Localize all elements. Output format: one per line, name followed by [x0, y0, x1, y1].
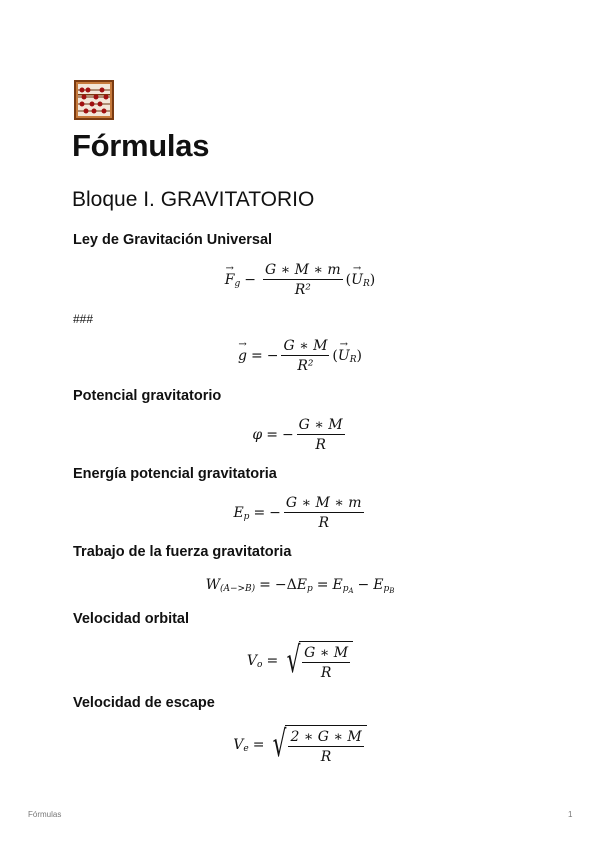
formula-denominator: R	[320, 664, 332, 681]
footer-title: Fórmulas	[28, 810, 62, 819]
section-heading-gravitation-law: Ley de Gravitación Universal	[73, 232, 273, 248]
formula-denominator: R²	[294, 282, 311, 298]
formula-denominator: R	[320, 748, 332, 765]
formula-numerator: G ∗ M	[304, 644, 349, 661]
formula-denominator: R²	[297, 358, 314, 374]
formula-denominator: R	[318, 515, 329, 531]
formula-gravitational-force: → F g − $\frac{G ∗ M ∗ m}{\text{R²}}$ ( → U R )	[0, 262, 600, 298]
formula-gravitational-work: W (A−>B) = −Δ E p = E $p_A$ − E $p_B$	[205, 577, 395, 595]
formula-numerator: 2 ∗ G ∗ M	[290, 728, 362, 745]
section-heading-escape-velocity: Velocidad de escape	[73, 695, 215, 711]
formula-orbital-velocity: V o = √ $\frac{G ∗ M}{R}$	[0, 641, 600, 681]
formula-gravitational-potential: φ = − $\frac{G ∗ M}{R}$	[252, 417, 343, 453]
formula-escape-velocity: V e = √ $\frac{2 ∗ G ∗ M}{R}$	[0, 725, 600, 765]
formula-potential-energy: E p = − $\frac{G ∗ M ∗ m}{R}$	[233, 495, 362, 531]
formula-denominator: R	[315, 437, 326, 453]
formula-numerator: G ∗ M	[283, 338, 328, 354]
section-heading-potential-energy: Energía potencial gravitatoria	[73, 466, 277, 482]
section-heading-gravitational-work: Trabajo de la fuerza gravitatoria	[73, 544, 292, 560]
placeholder-heading: ###	[73, 312, 94, 326]
block-heading: Bloque I. GRAVITATORIO	[72, 188, 315, 211]
page-number: 1	[568, 810, 573, 819]
page-title: Fórmulas	[72, 128, 210, 163]
formula-numerator: G ∗ M	[298, 417, 343, 433]
abacus-icon	[74, 80, 114, 120]
formula-numerator: G ∗ M ∗ m	[265, 262, 341, 278]
section-heading-orbital-velocity: Velocidad orbital	[73, 611, 190, 627]
formula-numerator: G ∗ M ∗ m	[285, 495, 362, 511]
formula-gravitational-field: → g = − $\frac{G ∗ M}{\text{R²}}$ ( → U R )	[0, 338, 600, 374]
section-heading-gravitational-potential: Potencial gravitatorio	[73, 388, 222, 404]
